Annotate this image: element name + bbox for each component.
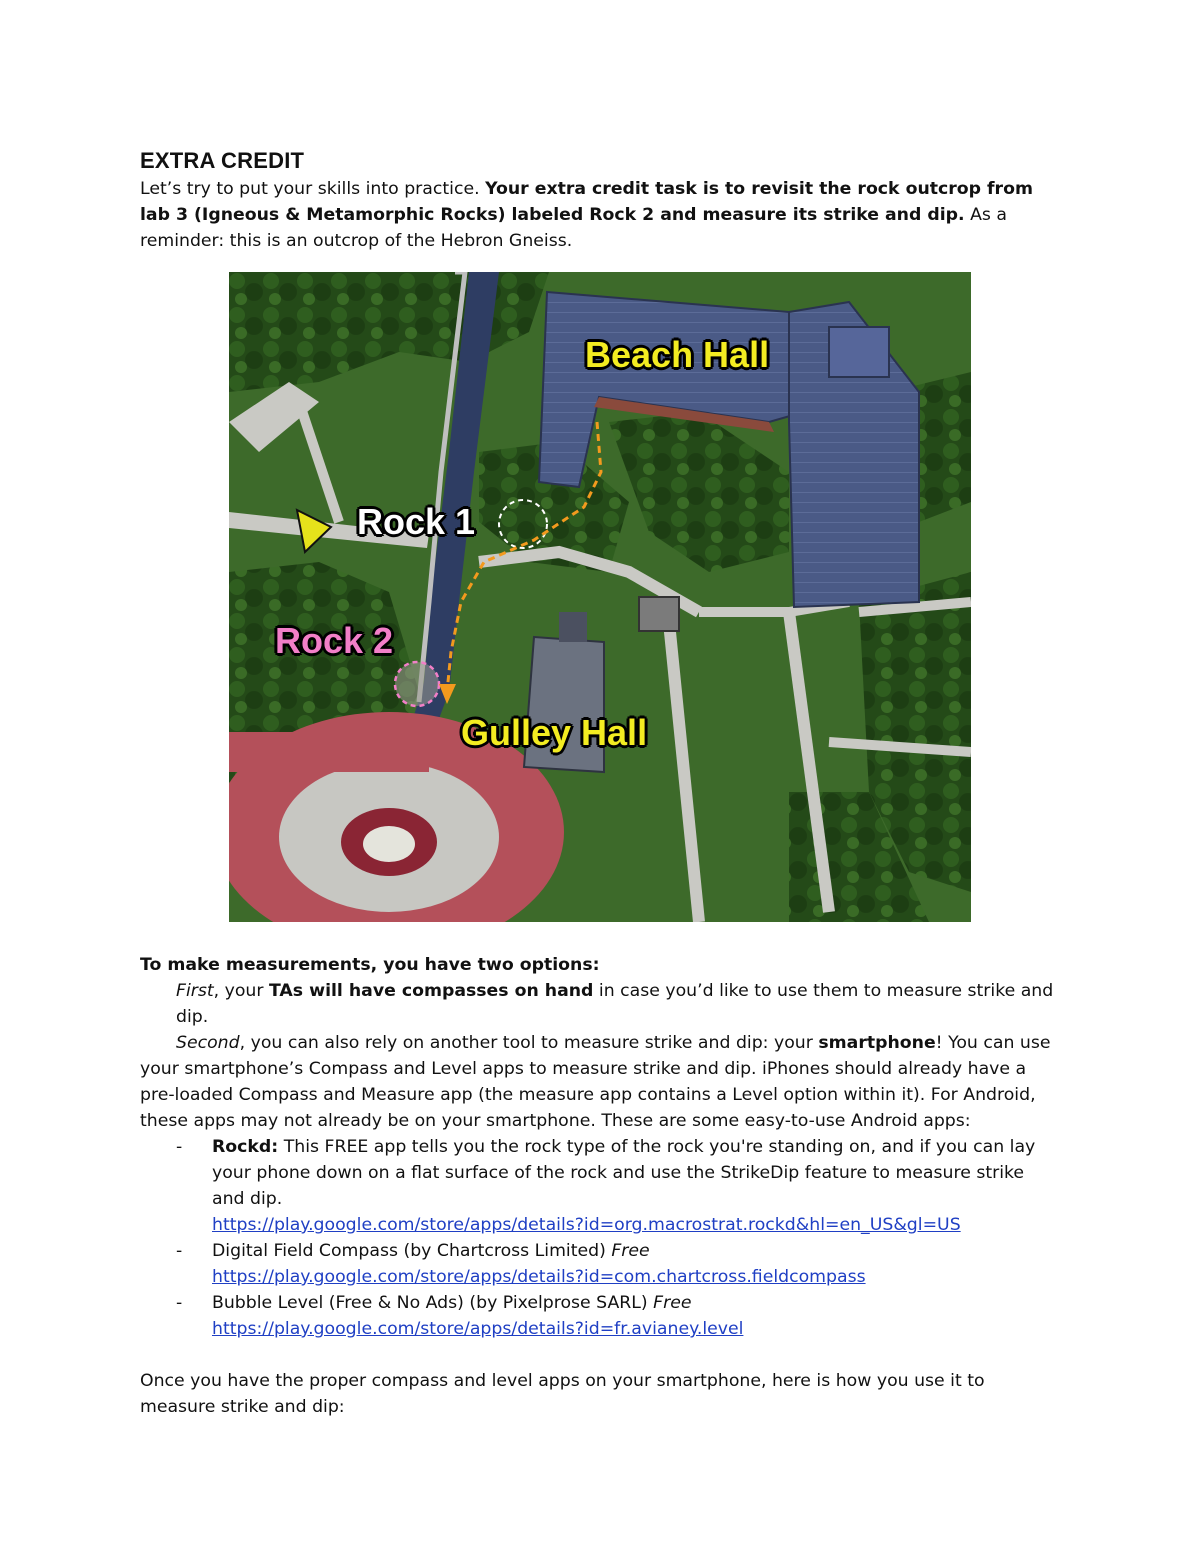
list-item: - Rockd: This FREE app tells you the rock type of the rock you're standing on, and if you can lay your phone down on a flat surface of the rock and use the StrikeDip feature to measure strike and dip. https://play.google.com/store/apps/details?id=org.macrostrat.rockd&hl=en_US&gl=US: [140, 1134, 1060, 1238]
field-compass-store-link[interactable]: https://play.google.com/store/apps/details?id=com.chartcross.fieldcompass: [212, 1267, 866, 1287]
list-item: - Digital Field Compass (by Chartcross Limited) Free https://play.google.com/store/apps/details?id=com.chartcross.fieldcompass: [140, 1238, 1060, 1290]
closing-paragraph: Once you have the proper compass and level apps on your smartphone, here is how you use it to measure strike and dip:: [140, 1371, 985, 1417]
document-page: [140, 148, 1060, 1420]
map-label-beach-hall: Beach Hall: [585, 334, 770, 375]
intro-task-bold: Your extra credit task is to revisit the rock outcrop from lab 3 (Igneous & Metamorphic Rocks) labeled Rock 2 and measure its strike and dip.: [140, 179, 1033, 225]
rockd-store-link[interactable]: https://play.google.com/store/apps/details?id=org.macrostrat.rockd&hl=en_US&gl=US: [212, 1215, 961, 1235]
app-name-digital-field-compass: Digital Field Compass (by Chartcross Limited): [212, 1241, 612, 1261]
intro-paragraph: [140, 176, 1060, 254]
intro-reminder: As a reminder: this is an outcrop of the Hebron Gneiss.: [140, 205, 1008, 251]
app-name-bubble-level: Bubble Level (Free & No Ads) (by Pixelprose SARL): [212, 1293, 654, 1313]
android-app-list: [140, 1134, 1060, 1342]
map-label-rock-1: Rock 1: [357, 501, 476, 542]
page-title: EXTRA CREDIT: [140, 148, 305, 173]
bubble-level-store-link[interactable]: https://play.google.com/store/apps/details?id=fr.avianey.level: [212, 1319, 744, 1339]
map-label-gulley-hall: Gulley Hall: [461, 712, 648, 753]
second-option: Second, you can also rely on another tool to measure strike and dip: your smartphone! You can use your smartphone’s Compass and Level apps to measure strike and dip. iPhones should already have a pre-loaded Compass and Measure app (the measure app contains a Level option within it). For Android, these apps may not already be on your smartphone. These are some easy-to-use Android apps:: [140, 1033, 1051, 1131]
app-name-rockd: Rockd:: [212, 1137, 279, 1157]
intro-text: Let’s try to put your skills into practice.: [140, 179, 486, 199]
map-label-rock-2: Rock 2: [275, 620, 394, 661]
first-option: First, your TAs will have compasses on hand in case you’d like to use them to measure strike and dip.: [176, 981, 1054, 1027]
options-heading: To make measurements, you have two options:: [140, 955, 600, 975]
campus-aerial-map: [229, 272, 971, 922]
list-item: - Bubble Level (Free & No Ads) (by Pixelprose SARL) Free https://play.google.com/store/apps/details?id=fr.avianey.level: [140, 1290, 1060, 1342]
